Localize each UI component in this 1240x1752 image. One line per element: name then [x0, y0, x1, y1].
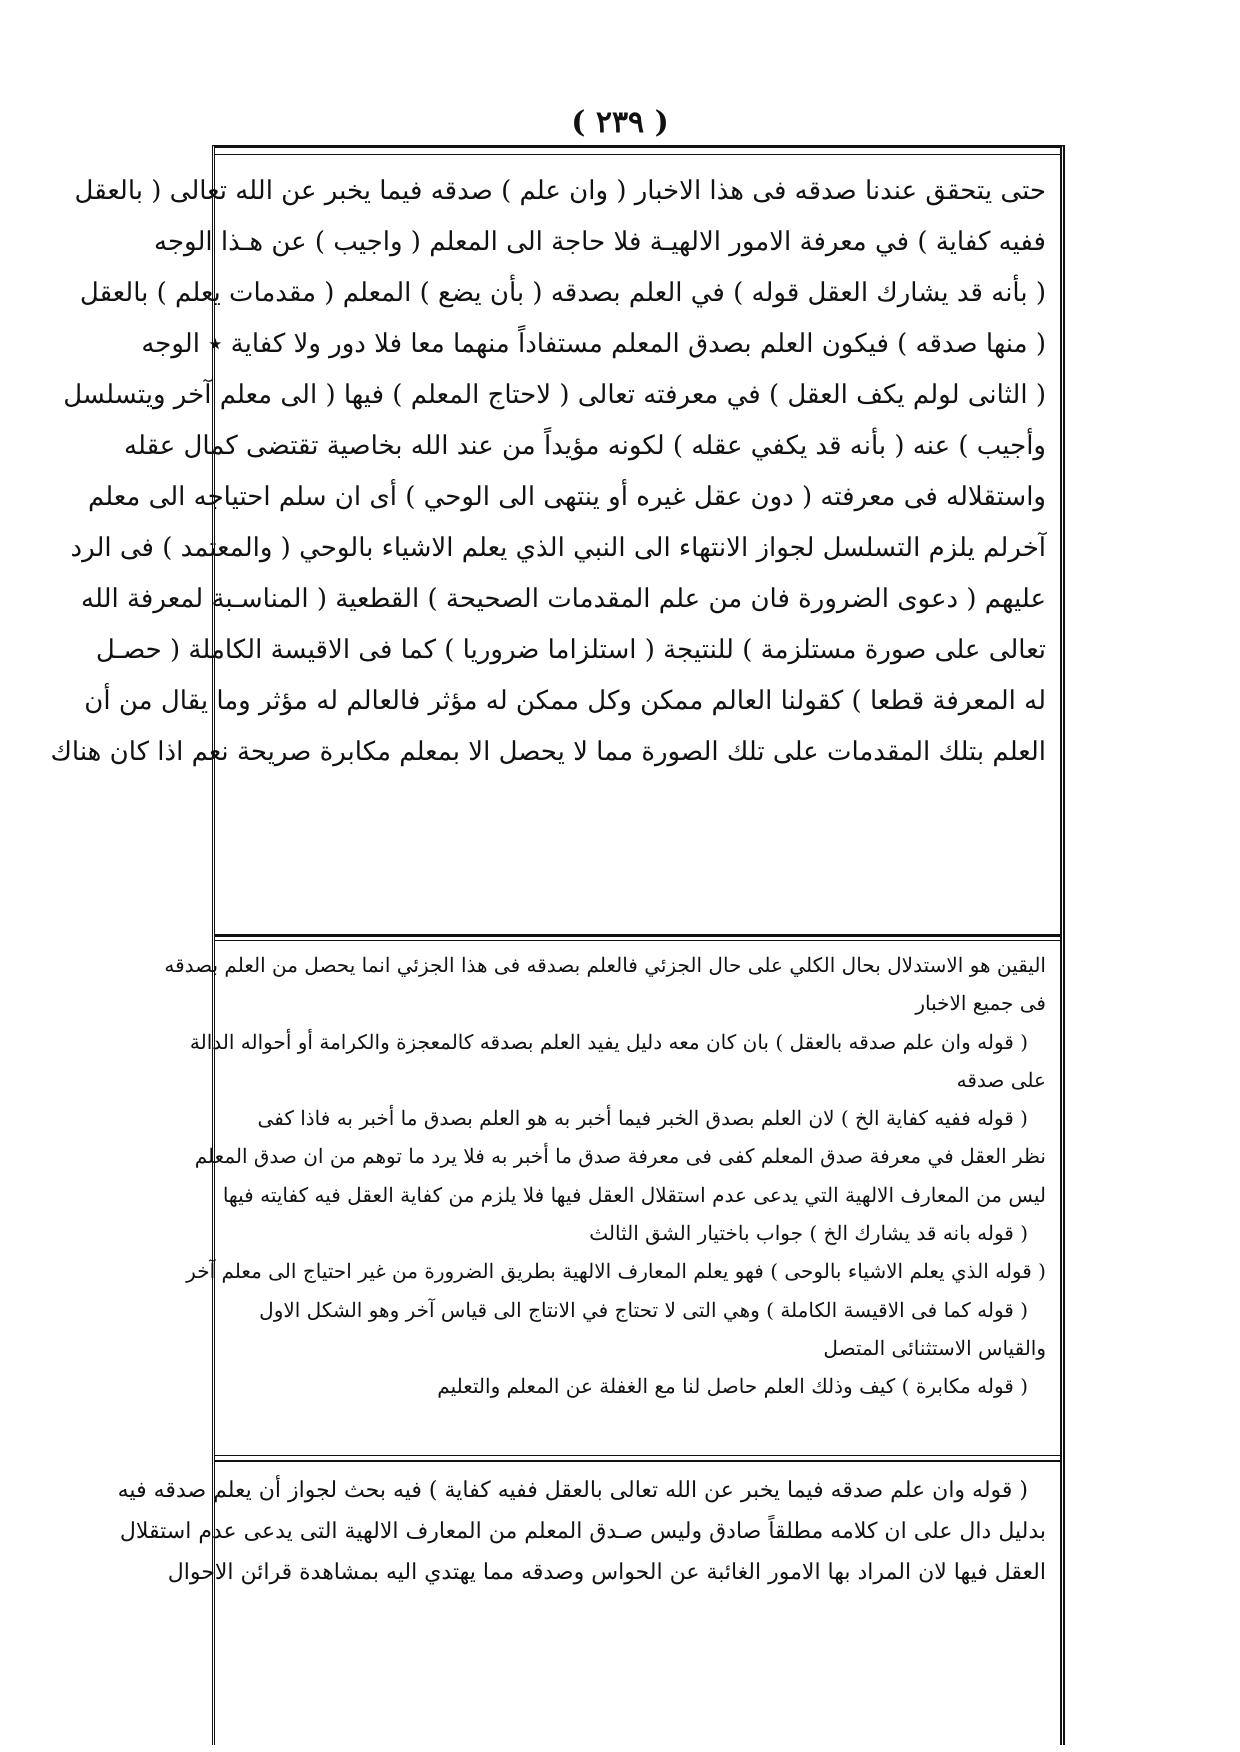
- section-divider: [215, 1460, 1060, 1462]
- bottom-line-2: بدليل دال على ان كلامه مطلقاً صادق وليس صـدق المعلم من المعارف الالهية التى يدعى عدم استقلال: [119, 1519, 1046, 1544]
- note-line-2: فى جميع الاخبار: [915, 991, 1046, 1016]
- note-line-9: ( قوله الذي يعلم الاشياء بالوحى ) فهو يعلم المعارف الالهية بطريق الضرورة من غير احتياج الى معلم آخر: [186, 1259, 1046, 1284]
- top-rule: [215, 154, 1060, 155]
- main-line-5: ( الثانى لولم يكف العقل ) في معرفته تعالى ( لاحتاج المعلم ) فيها ( الى معلم آخر ويتسلسل: [63, 380, 1046, 410]
- main-line-3: ( بأنه قد يشارك العقل قوله ) في العلم بصدقه ( بأن يضع ) المعلم ( مقدمات يعلم ) بالعقل: [79, 278, 1046, 308]
- main-text: [50, 166, 1046, 778]
- main-line-2: ففيه كفاية ) في معرفة الامور الالهيـة فلا حاجة الى المعلم ( واجيب ) عن هـذا الوجه: [154, 227, 1046, 257]
- note-line-10: ( قوله كما فى الاقيسة الكاملة ) وهي التى لا تحتاج في الانتاج الى قياس آخر وهو الشكل الاول: [259, 1297, 1028, 1322]
- note-line-11: والقياس الاستثنائى المتصل: [823, 1335, 1046, 1360]
- main-line-1: حتى يتحقق عندنا صدقه فى هذا الاخبار ( وان علم ) صدقه فيما يخبر عن الله تعالى ( بالعقل: [74, 176, 1046, 206]
- note-line-8: ( قوله بانه قد يشارك الخ ) جواب باختيار الشق الثالث: [589, 1221, 1028, 1246]
- note-line-7: ليس من المعارف الالهية التي يدعى عدم استقلال العقل فيها فلا يلزم من كفاية العقل فيه كفايته فيها: [222, 1182, 1046, 1207]
- main-line-4: ( منها صدقه ) فيكون العلم بصدق المعلم مستفاداً منهما معا فلا دور ولا كفاية ٭ الوجه: [141, 329, 1046, 359]
- section-divider: [215, 940, 1060, 941]
- note-line-4: على صدقه: [956, 1067, 1046, 1092]
- main-line-10: تعالى على صورة مستلزمة ) للنتيجة ( استلزاما ضروريا ) كما فى الاقيسة الكاملة ( حصـل: [95, 635, 1046, 665]
- note-line-3: ( قوله وان علم صدقه بالعقل ) بان كان معه دليل يفيد العلم بصدقه كالمعجزة والكرامة أو أحواله الدالة: [189, 1029, 1028, 1054]
- main-line-11: له المعرفة قطعا ) كقولنا العالم ممكن وكل ممكن له مؤثر فالعالم له مؤثر وما يقال من أن: [84, 686, 1046, 716]
- section-divider: [215, 934, 1060, 937]
- bottom-notes: [117, 1470, 1046, 1593]
- note-line-5: ( قوله ففيه كفاية الخ ) لان العلم بصدق الخبر فيما أخبر به هو العلم بصدق ما أخبر به فاذا كفى: [257, 1106, 1028, 1131]
- main-line-9: عليهم ( دعوى الضرورة فان من علم المقدمات الصحيحة ) القطعية ( المناسـبة لمعرفة الله: [81, 584, 1046, 614]
- main-line-7: واستقلاله فى معرفته ( دون عقل غيره أو ينتهى الى الوحي ) أى ان سلم احتياجه الى معلم: [87, 482, 1046, 512]
- middle-notes: [164, 946, 1046, 1406]
- bottom-line-3: العقل فيها لان المراد بها الامور الغائبة عن الحواس وصدقه مما يهتدي اليه بمشاهدة قرائن الاحوال: [167, 1560, 1046, 1585]
- main-line-8: آخرلم يلزم التسلسل لجواز الانتهاء الى النبي الذي يعلم الاشياء بالوحي ( والمعتمد ) فى الرد: [70, 533, 1046, 563]
- main-line-12: العلم بتلك المقدمات على تلك الصورة مما لا يحصل الا بمعلم مكابرة صريحة نعم اذا كان هناك: [50, 737, 1046, 767]
- note-line-1: اليقين هو الاستدلال بحال الكلي على حال الجزئي فالعلم بصدقه فى هذا الجزئي انما يحصل من العلم بصدقه: [164, 953, 1046, 977]
- section-divider: [215, 1455, 1060, 1456]
- page-number: ( ٢٣٩ ): [571, 105, 669, 140]
- note-line-12: ( قوله مكابرة ) كيف وذلك العلم حاصل لنا مع الغفلة عن المعلم والتعليم: [437, 1374, 1028, 1399]
- bottom-line-1: ( قوله وان علم صدقه فيما يخبر عن الله تعالى بالعقل ففيه كفاية ) فيه بحث لجواز أن يعلم صدقه فيه: [117, 1478, 1028, 1503]
- main-line-6: وأجيب ) عنه ( بأنه قد يكفي عقله ) لكونه مؤيداً من عند الله بخاصية تقتضى كمال عقله: [124, 431, 1046, 461]
- note-line-6: نظر العقل في معرفة صدق المعلم كفى فى معرفة صدق ما أخبر به فلا يرد ما توهم من ان صدق المعلم: [194, 1144, 1046, 1169]
- page-frame: [50, 145, 1065, 1745]
